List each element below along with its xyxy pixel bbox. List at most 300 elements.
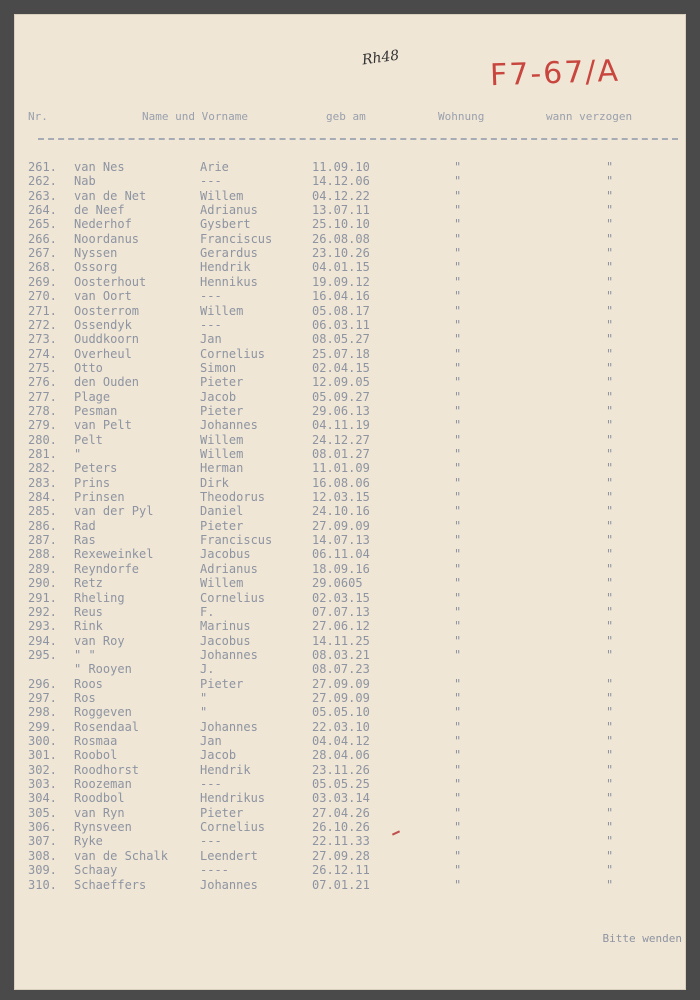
row-verzogen: " [606, 475, 614, 490]
row-surname: Rad [74, 518, 96, 533]
row-birth-date: 05.05.10 [312, 705, 370, 720]
row-surname: Roodhorst [74, 762, 140, 777]
header-name: Name und Vorname [142, 110, 248, 123]
row-wohnung: " [454, 633, 462, 648]
row-verzogen: " [606, 274, 614, 289]
row-wohnung: " [454, 475, 462, 490]
row-birth-date: 24.12.27 [312, 432, 370, 447]
row-birth-date: 08.01.27 [312, 447, 370, 461]
row-birth-date: 27.09.09 [312, 518, 370, 533]
row-birth-date: 05.08.17 [312, 303, 370, 318]
table-row [14, 591, 686, 605]
row-surname: Rynsveen [74, 820, 132, 835]
table-row [14, 232, 686, 246]
row-first-name: Pieter [200, 676, 244, 691]
row-birth-date: 02.04.15 [312, 360, 370, 375]
table-row [14, 246, 686, 260]
row-surname: Schaay [74, 863, 118, 878]
row-first-name: Daniel [200, 504, 244, 519]
row-wohnung: " [454, 217, 462, 232]
row-birth-date: 24.10.16 [312, 504, 370, 519]
table-row [14, 418, 686, 432]
row-number: 277. [28, 389, 57, 404]
row-first-name: --- [200, 834, 222, 849]
row-wohnung: " [454, 834, 462, 849]
row-number: 263. [28, 188, 57, 203]
row-wohnung: " [454, 877, 462, 892]
handwritten-archive-code: F7-67/A [489, 53, 621, 94]
row-verzogen: " [606, 863, 614, 878]
row-surname: Nyssen [74, 246, 118, 261]
row-number: 291. [28, 590, 57, 605]
row-birth-date: 06.11.04 [312, 547, 370, 562]
row-verzogen: " [606, 289, 614, 304]
row-surname: van Roy [74, 633, 125, 648]
row-wohnung: " [454, 748, 462, 763]
row-wohnung: " [454, 863, 462, 878]
table-row [14, 361, 686, 375]
row-surname: Roggeven [74, 705, 132, 720]
row-first-name: Herman [200, 461, 244, 476]
table-row [14, 332, 686, 346]
row-surname: den Ouden [74, 375, 140, 390]
row-number: 290. [28, 576, 57, 591]
table-row [14, 562, 686, 576]
row-verzogen: " [606, 820, 614, 835]
row-birth-date: 26.10.26 [312, 820, 370, 835]
header-nr: Nr. [28, 110, 48, 123]
row-wohnung: " [454, 160, 462, 174]
row-wohnung: " [454, 360, 462, 375]
row-first-name: Willem [200, 432, 244, 447]
row-wohnung: " [454, 690, 462, 705]
table-row [14, 461, 686, 475]
row-wohnung: " [454, 389, 462, 404]
row-surname: Pelt [74, 432, 103, 447]
row-first-name: Adrianus [200, 203, 258, 218]
row-first-name: Hennikus [200, 274, 258, 289]
row-wohnung: " [454, 705, 462, 720]
row-verzogen: " [606, 748, 614, 763]
row-surname: van der Pyl [74, 504, 154, 519]
row-first-name: --- [200, 174, 222, 189]
table-row [14, 720, 686, 734]
row-birth-date: 11.01.09 [312, 461, 370, 476]
row-surname: Ryke [74, 834, 103, 849]
table-row [14, 691, 686, 705]
row-birth-date: 08.05.27 [312, 332, 370, 347]
row-verzogen: " [606, 547, 614, 562]
row-wohnung: " [454, 332, 462, 347]
row-verzogen: " [606, 418, 614, 433]
header-wann-verzogen: wann verzogen [546, 110, 633, 123]
row-wohnung: " [454, 762, 462, 777]
row-number: 261. [28, 160, 57, 174]
table-row [14, 189, 686, 203]
row-birth-date: 07.07.13 [312, 604, 370, 619]
row-wohnung: " [454, 504, 462, 519]
table-row [14, 433, 686, 447]
row-birth-date: 04.04.12 [312, 734, 370, 748]
row-wohnung: " [454, 791, 462, 806]
row-birth-date: 13.07.11 [312, 203, 370, 218]
row-first-name: " [200, 690, 208, 705]
row-verzogen: " [606, 360, 614, 375]
row-wohnung: " [454, 604, 462, 619]
table-row [14, 490, 686, 504]
row-wohnung: " [454, 590, 462, 605]
row-surname: van de Schalk [74, 848, 168, 863]
row-first-name: Pieter [200, 805, 244, 820]
row-birth-date: 23.10.26 [312, 246, 370, 261]
row-first-name: Arie [200, 160, 229, 174]
row-number: 305. [28, 805, 57, 820]
row-wohnung: " [454, 518, 462, 533]
row-wohnung: " [454, 303, 462, 318]
row-verzogen: " [606, 834, 614, 849]
table-row [14, 806, 686, 820]
row-number: 273. [28, 332, 57, 347]
row-wohnung: " [454, 203, 462, 218]
table-row [14, 275, 686, 289]
row-birth-date: 22.03.10 [312, 719, 370, 734]
row-birth-date: 22.11.33 [312, 834, 370, 849]
row-surname: Roos [74, 676, 103, 691]
row-first-name: ---- [200, 863, 229, 878]
row-first-name: Jacob [200, 389, 237, 404]
row-surname: Reyndorfe [74, 561, 140, 576]
row-number: 299. [28, 719, 57, 734]
row-wohnung: " [454, 447, 462, 461]
row-first-name: Jacob [200, 748, 237, 763]
row-birth-date: 27.09.09 [312, 690, 370, 705]
row-surname: Roozeman [74, 777, 132, 792]
row-first-name: Willem [200, 576, 244, 591]
row-surname: Roodbol [74, 791, 125, 806]
row-birth-date: 14.11.25 [312, 633, 370, 648]
row-birth-date: 08.03.21 [312, 647, 370, 662]
row-wohnung: " [454, 719, 462, 734]
table-row [14, 160, 686, 174]
row-surname: Oosterrom [74, 303, 140, 318]
row-first-name: Pieter [200, 375, 244, 390]
row-surname: " [74, 447, 82, 461]
table-row [14, 605, 686, 619]
table-row [14, 347, 686, 361]
row-verzogen: " [606, 188, 614, 203]
row-verzogen: " [606, 518, 614, 533]
row-number: 264. [28, 203, 57, 218]
row-verzogen: " [606, 690, 614, 705]
table-row [14, 260, 686, 274]
row-first-name: Willem [200, 447, 244, 461]
row-verzogen: " [606, 217, 614, 232]
row-first-name: --- [200, 777, 222, 792]
row-number: 284. [28, 490, 57, 505]
row-wohnung: " [454, 647, 462, 662]
row-verzogen: " [606, 260, 614, 275]
row-birth-date: 27.09.09 [312, 676, 370, 691]
row-first-name: J. [200, 662, 215, 677]
row-verzogen: " [606, 705, 614, 720]
row-surname: Ossorg [74, 260, 118, 275]
header-date: geb am [326, 110, 366, 123]
row-first-name: Johannes [200, 418, 258, 433]
row-surname: Rink [74, 619, 103, 634]
row-first-name: Willem [200, 188, 244, 203]
row-verzogen: " [606, 461, 614, 476]
table-row [14, 777, 686, 791]
row-first-name: Simon [200, 360, 237, 375]
table-row [14, 705, 686, 719]
table-row [14, 634, 686, 648]
row-surname: Rosendaal [74, 719, 140, 734]
row-number: 262. [28, 174, 57, 189]
row-number: 265. [28, 217, 57, 232]
row-verzogen: " [606, 317, 614, 332]
row-birth-date: 05.09.27 [312, 389, 370, 404]
row-first-name: Jacobus [200, 633, 251, 648]
row-wohnung: " [454, 317, 462, 332]
table-row [14, 763, 686, 777]
row-number: 268. [28, 260, 57, 275]
row-number: 276. [28, 375, 57, 390]
row-number: 267. [28, 246, 57, 261]
row-birth-date: 26.08.08 [312, 231, 370, 246]
row-number: 287. [28, 533, 57, 548]
table-row [14, 677, 686, 691]
row-birth-date: 14.12.06 [312, 174, 370, 189]
row-number: 279. [28, 418, 57, 433]
row-number: 280. [28, 432, 57, 447]
row-birth-date: 02.03.15 [312, 590, 370, 605]
row-surname: Pesman [74, 403, 118, 418]
row-birth-date: 04.01.15 [312, 260, 370, 275]
row-birth-date: 18.09.16 [312, 561, 370, 576]
row-surname: de Neef [74, 203, 125, 218]
row-birth-date: 27.09.28 [312, 848, 370, 863]
row-verzogen: " [606, 432, 614, 447]
table-row [14, 849, 686, 863]
row-birth-date: 25.07.18 [312, 346, 370, 361]
row-number: 288. [28, 547, 57, 562]
table-row [14, 734, 686, 748]
row-wohnung: " [454, 289, 462, 304]
row-surname: Noordanus [74, 231, 140, 246]
row-first-name: Theodorus [200, 490, 266, 505]
row-first-name: Johannes [200, 877, 258, 892]
row-surname: Ossendyk [74, 317, 132, 332]
row-first-name: Willem [200, 303, 244, 318]
row-number: 289. [28, 561, 57, 576]
row-wohnung: " [454, 533, 462, 548]
row-wohnung: " [454, 820, 462, 835]
row-first-name: Franciscus [200, 533, 273, 548]
row-verzogen: " [606, 332, 614, 347]
row-verzogen: " [606, 504, 614, 519]
row-verzogen: " [606, 877, 614, 892]
row-verzogen: " [606, 848, 614, 863]
row-wohnung: " [454, 490, 462, 505]
row-wohnung: " [454, 561, 462, 576]
row-number: 292. [28, 604, 57, 619]
row-surname: Peters [74, 461, 118, 476]
handwritten-note: Rh48 [361, 47, 401, 69]
table-row [14, 318, 686, 332]
header-wohnung: Wohnung [438, 110, 485, 123]
row-first-name: Franciscus [200, 231, 273, 246]
table-row [14, 447, 686, 461]
row-surname: Nederhof [74, 217, 132, 232]
row-surname: Ras [74, 533, 96, 548]
row-verzogen: " [606, 231, 614, 246]
row-surname: Ouddkoorn [74, 332, 140, 347]
row-number: 310. [28, 877, 57, 892]
row-birth-date: 12.03.15 [312, 490, 370, 505]
row-wohnung: " [454, 375, 462, 390]
row-verzogen: " [606, 174, 614, 189]
table-row [14, 533, 686, 547]
row-surname: Reus [74, 604, 103, 619]
table-row [14, 547, 686, 561]
row-verzogen: " [606, 375, 614, 390]
row-birth-date: 19.09.12 [312, 274, 370, 289]
row-surname: Retz [74, 576, 103, 591]
row-first-name: Marinus [200, 619, 251, 634]
row-number: 269. [28, 274, 57, 289]
row-surname: Schaeffers [74, 877, 147, 892]
row-number: 283. [28, 475, 57, 490]
row-verzogen: " [606, 734, 614, 748]
row-first-name: Johannes [200, 647, 258, 662]
footer-note: Bitte wenden [602, 932, 682, 945]
row-number: 282. [28, 461, 57, 476]
table-row [14, 375, 686, 389]
row-wohnung: " [454, 231, 462, 246]
row-first-name: Jan [200, 734, 222, 748]
row-birth-date: 14.07.13 [312, 533, 370, 548]
row-first-name: Johannes [200, 719, 258, 734]
row-verzogen: " [606, 561, 614, 576]
row-birth-date: 11.09.10 [312, 160, 370, 174]
row-verzogen: " [606, 604, 614, 619]
table-row [14, 791, 686, 805]
row-number: 272. [28, 317, 57, 332]
row-number: 306. [28, 820, 57, 835]
row-number: 301. [28, 748, 57, 763]
row-wohnung: " [454, 619, 462, 634]
row-birth-date: 03.03.14 [312, 791, 370, 806]
row-first-name: Gysbert [200, 217, 251, 232]
row-number: 303. [28, 777, 57, 792]
row-birth-date: 16.08.06 [312, 475, 370, 490]
row-first-name: Cornelius [200, 346, 266, 361]
row-verzogen: " [606, 805, 614, 820]
row-birth-date: 29.0605 [312, 576, 363, 591]
row-birth-date: 28.04.06 [312, 748, 370, 763]
row-surname: Rheling [74, 590, 125, 605]
row-first-name: Cornelius [200, 590, 266, 605]
row-surname: Overheul [74, 346, 132, 361]
row-surname: Rosmaa [74, 734, 118, 748]
row-first-name: Pieter [200, 403, 244, 418]
table-row [14, 648, 686, 662]
row-birth-date: 27.04.26 [312, 805, 370, 820]
row-first-name: Hendrik [200, 260, 251, 275]
row-wohnung: " [454, 346, 462, 361]
row-birth-date: 04.12.22 [312, 188, 370, 203]
row-surname: Nab [74, 174, 96, 189]
row-birth-date: 07.01.21 [312, 877, 370, 892]
row-number: 271. [28, 303, 57, 318]
table-row [14, 820, 686, 834]
row-surname: van Nes [74, 160, 125, 174]
table-row [14, 619, 686, 633]
row-wohnung: " [454, 676, 462, 691]
row-wohnung: " [454, 777, 462, 792]
table-row [14, 519, 686, 533]
row-verzogen: " [606, 619, 614, 634]
row-verzogen: " [606, 447, 614, 461]
row-first-name: --- [200, 317, 222, 332]
row-wohnung: " [454, 805, 462, 820]
row-number: 266. [28, 231, 57, 246]
table-row [14, 662, 686, 676]
row-surname: Ros [74, 690, 96, 705]
row-first-name: Leendert [200, 848, 258, 863]
row-birth-date: 04.11.19 [312, 418, 370, 433]
row-surname: " Rooyen [74, 662, 132, 677]
row-number: 308. [28, 848, 57, 863]
row-surname: van Pelt [74, 418, 132, 433]
row-number: 294. [28, 633, 57, 648]
row-surname: van Oort [74, 289, 132, 304]
row-wohnung: " [454, 547, 462, 562]
row-surname: " " [74, 647, 96, 662]
table-row [14, 834, 686, 848]
row-surname: Oosterhout [74, 274, 147, 289]
row-birth-date: 29.06.13 [312, 403, 370, 418]
row-wohnung: " [454, 576, 462, 591]
row-verzogen: " [606, 762, 614, 777]
row-surname: Prinsen [74, 490, 125, 505]
row-first-name: Gerardus [200, 246, 258, 261]
row-verzogen: " [606, 203, 614, 218]
row-number: 270. [28, 289, 57, 304]
row-verzogen: " [606, 533, 614, 548]
row-number: 297. [28, 690, 57, 705]
row-number: 298. [28, 705, 57, 720]
row-first-name: Dirk [200, 475, 229, 490]
row-verzogen: " [606, 647, 614, 662]
row-first-name: Jacobus [200, 547, 251, 562]
row-number: 274. [28, 346, 57, 361]
row-number: 300. [28, 734, 57, 748]
table-row [14, 404, 686, 418]
table-row [14, 504, 686, 518]
row-birth-date: 23.11.26 [312, 762, 370, 777]
row-wohnung: " [454, 418, 462, 433]
row-number: 275. [28, 360, 57, 375]
row-birth-date: 12.09.05 [312, 375, 370, 390]
row-verzogen: " [606, 303, 614, 318]
row-first-name: Pieter [200, 518, 244, 533]
row-number: 281. [28, 447, 57, 461]
row-first-name: Cornelius [200, 820, 266, 835]
row-wohnung: " [454, 403, 462, 418]
row-number: 307. [28, 834, 57, 849]
row-birth-date: 06.03.11 [312, 317, 370, 332]
